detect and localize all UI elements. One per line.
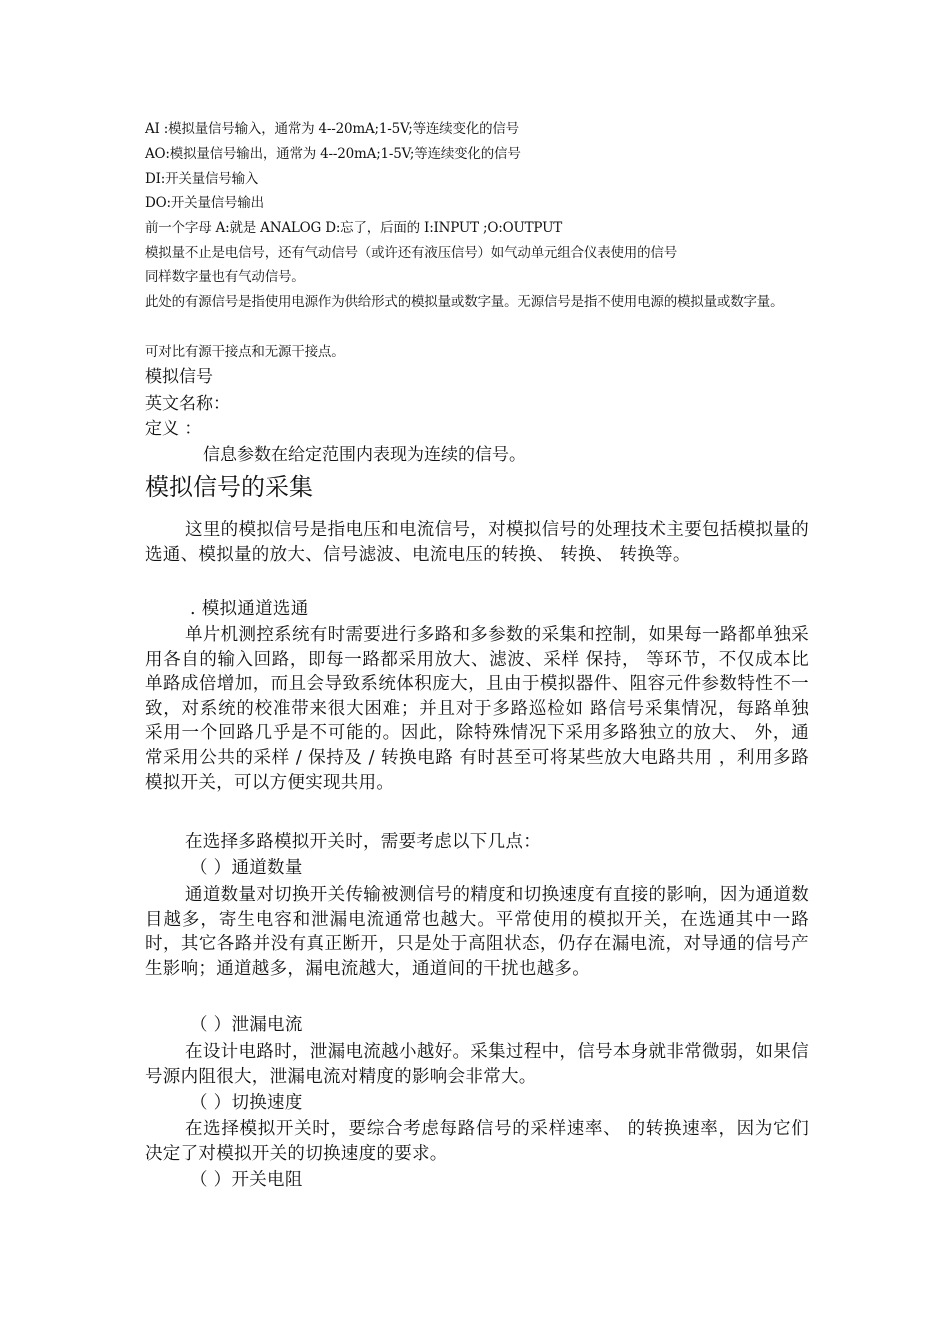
do-definition-line: DO:开关量信号输出 bbox=[145, 195, 264, 211]
letter-meaning-line: 前一个字母 A:就是 ANALOG D:忘了，后面的 I:INPUT ;O:OUTPUT bbox=[145, 220, 563, 236]
section-title: 模拟信号的采集 bbox=[145, 473, 313, 501]
di-definition-line: DI:开关量信号输入 bbox=[145, 171, 259, 187]
english-name-label: 英文名称： bbox=[145, 394, 230, 414]
digital-pneumatic-line: 同样数字量也有气动信号。 bbox=[145, 269, 305, 285]
item-text-switching-speed: 在选择模拟开关时，要综合考虑每路信号的采样速率、 的转换速率，因为它们决定了对模拟开关的切换速度的要求。 bbox=[145, 1119, 809, 1164]
considerations-intro: 在选择多路模拟开关时，需要考虑以下几点： bbox=[185, 832, 541, 852]
ao-definition-line: AO:模拟量信号输出，通常为 4--20mA;1-5V;等连续变化的信号 bbox=[145, 146, 521, 162]
section-intro-paragraph: 这里的模拟信号是指电压和电流信号，对模拟信号的处理技术主要包括模拟量的选通、模拟量的放大、信号滤波、电流电压的转换、 转换、 转换等。 bbox=[145, 520, 809, 565]
item-heading-switch-resistance: （ ）开关电阻 bbox=[190, 1170, 303, 1190]
sub-heading-channel-select: . 模拟通道选通 bbox=[190, 599, 309, 619]
definition-text: 信息参数在给定范围内表现为连续的信号。 bbox=[203, 445, 526, 465]
item-heading-switching-speed: （ ）切换速度 bbox=[190, 1093, 303, 1113]
definition-label: 定义 ： bbox=[145, 419, 202, 439]
dry-contact-note: 可对比有源干接点和无源干接点。 bbox=[145, 344, 345, 360]
item-heading-leakage-current: （ ）泄漏电流 bbox=[190, 1015, 303, 1035]
item-text-leakage-current: 在设计电路时，泄漏电流越小越好。采集过程中，信号本身就非常微弱，如果信号源内阻很大，泄漏电流对精度的影响会非常大。 bbox=[145, 1042, 809, 1087]
pneumatic-signal-line: 模拟量不止是电信号，还有气动信号（或许还有液压信号）如气动单元组合仪表使用的信号 bbox=[145, 245, 677, 261]
item-heading-channel-count: （ ）通道数量 bbox=[190, 858, 303, 878]
ai-definition-line: AI :模拟量信号输入，通常为 4--20mA;1-5V;等连续变化的信号 bbox=[145, 121, 519, 137]
item-text-channel-count: 通道数量对切换开关传输被测信号的精度和切换速度有直接的影响，因为通道数目越多，寄生电容和泄漏电流通常也越大。平常使用的模拟开关，在选通其中一路时，其它各路并没有真正断开，只是处于高阻状态，仍存在漏电流，对导通的信号产生影响；通道越多，漏电流越大，通道间的干扰也越多。 bbox=[145, 885, 809, 979]
term-title: 模拟信号 bbox=[145, 367, 213, 387]
channel-select-paragraph: 单片机测控系统有时需要进行多路和多参数的采集和控制，如果每一路都单独采用各自的输入回路，即每一路都采用放大、滤波、采样 保持， 等环节，不仅成本比单路成倍增加，而且会导致系统体积庞大，且由于模拟器件、阻容元件参数特性不一致，对系统的校准带来很大困难；并且对于多路巡检如 路信号采集情况，每路单独采用一个回路几乎是不可能的。因此，除特殊情况下采用多路独立的放大、 外，通常采用公共的采样 / 保持及 / 转换电路 有时甚至可将某些放大电路共用 ，利用多路模拟开关，可以方便实现共用。 bbox=[145, 625, 809, 793]
active-source-note: 此处的有源信号是指使用电源作为供给形式的模拟量或数字量。无源信号是指不使用电源的模拟量或数字量。 bbox=[145, 294, 784, 310]
